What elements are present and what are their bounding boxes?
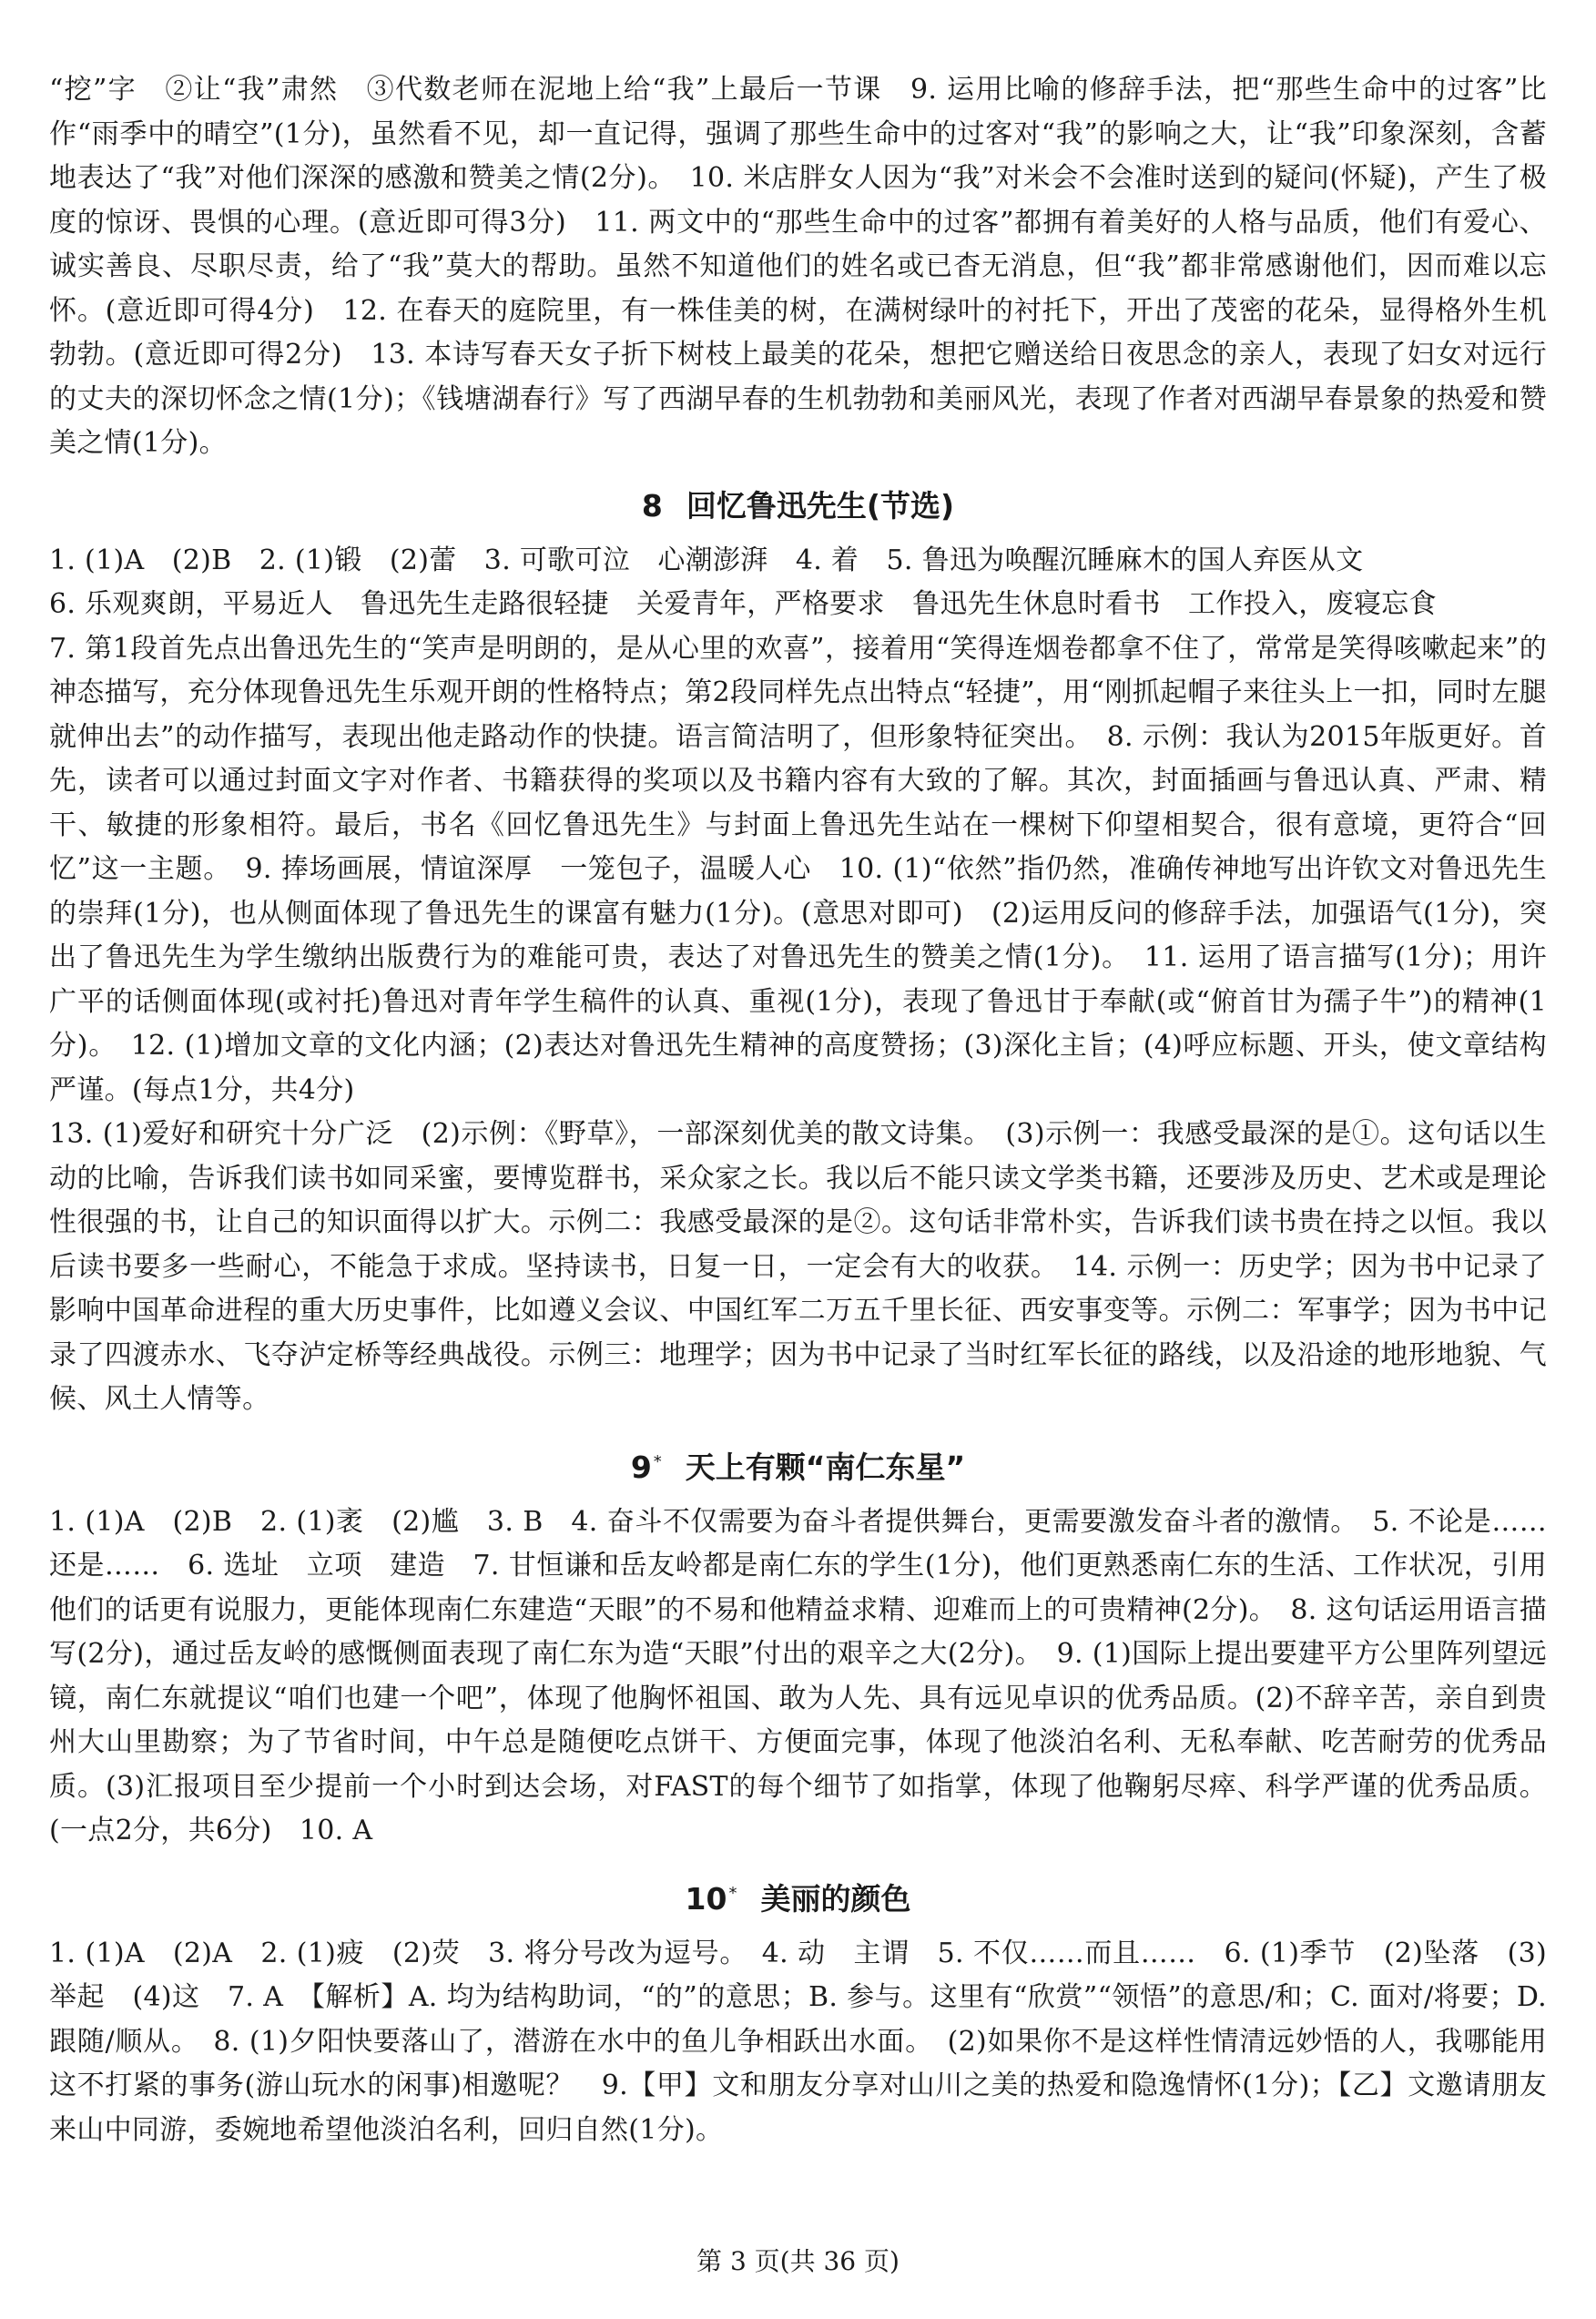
page-footer: 第 3 页(共 36 页) [696, 2246, 900, 2276]
section-heading [49, 486, 1547, 526]
answer-paragraph: “挖”字 ②让“我”肃然 ③代数老师在泥地上给“我”上最后一节课 9. 运用比喻的修辞手法，把“那些生命中的过客”比作“雨季中的晴空”(1分)，虽然看不见，却一直记得，强调了那些生命中的过客对“我”的影响之大，让“我”印象深刻，含蓄地表达了“我”对他们深深的感激和赞美之情(2分)。 10. 米店胖女人因为“我”对米会不会准时送到的疑问(怀疑)，产生了极度的惊讶、畏惧的心理。(意近即可得3分) 11. 两文中的“那些生命中的过客”都拥有着美好的人格与品质，他们有爱心、诚实善良、尽职尽责，给了“我”莫大的帮助。虽然不知道他们的姓名或已杳无消息，但“我”都非常感谢他们，因而难以忘怀。(意近即可得4分) 12. 在春天的庭院里，有一株佳美的树，在满树绿叶的衬托下，开出了茂密的花朵，显得格外生机勃勃。(意近即可得2分) 13. 本诗写春天女子折下树枝上最美的花朵，想把它赠送给日夜思念的亲人，表现了妇女对远行的丈夫的深切怀念之情(1分)；《钱塘湖春行》写了西湖早春的生机勃勃和美丽风光，表现了作者对西湖早春景象的热爱和赞美之情(1分)。 [49, 74, 1547, 459]
section-number: 10 * [685, 1880, 737, 1917]
section-number: 9 * [630, 1449, 662, 1485]
answer-paragraph: 1. (1)A (2)B 2. (1)锻 (2)蕾 3. 可歌可泣 心潮澎湃 4. 着 5. 鲁迅为唤醒沉睡麻木的国人弃医从文 [49, 544, 1364, 576]
answer-paragraph: 6. 乐观爽朗，平易近人 鲁迅先生走路很轻捷 关爱青年，严格要求 鲁迅先生休息时看书 工作投入，废寝忘食 [49, 588, 1437, 620]
section-title: 美丽的颜色 [760, 1880, 911, 1917]
answer-paragraph: 13. (1)爱好和研究十分广泛 (2)示例：《野草》，一部深刻优美的散文诗集。 (3)示例一：我感受最深的是①。这句话以生动的比喻，告诉我们读书如同采蜜，要博览群书，采众家之长。我以后不能只读文学类书籍，还要涉及历史、艺术或是理论性很强的书，让自己的知识面得以扩大。示例二：我感受最深的是②。这句话非常朴实，告诉我们读书贵在持之以恒。我以后读书要多一些耐心，不能急于求成。坚持读书，日复一日，一定会有大的收获。 14. 示例一：历史学；因为书中记录了影响中国革命进程的重大历史事件，比如遵义会议、中国红军二万五千里长征、西安事变等。示例二：军事学；因为书中记录了四渡赤水、飞夺泸定桥等经典战役。示例三：地理学；因为书中记录了当时红军长征的路线，以及沿途的地形地貌、气候、风土人情等。 [49, 1118, 1547, 1415]
answer-page [49, 68, 1547, 2152]
section-heading [49, 1442, 1547, 1488]
section-title: 回忆鲁迅先生(节选) [686, 487, 955, 524]
section-number: 8 [641, 487, 663, 524]
optional-mark: * [728, 1883, 737, 1903]
answer-paragraph: 1. (1)A (2)B 2. (1)袤 (2)尴 3. B 4. 奋斗不仅需要为奋斗者提供舞台，更需要激发奋斗者的激情。 5. 不论是……还是…… 6. 选址 立项 建造 7. 甘恒谦和岳友岭都是南仁东的学生(1分)，他们更熟悉南仁东的生活、工作状况，引用他们的话更有说服力，更能体现南仁东建造“天眼”的不易和他精益求精、迎难而上的可贵精神(2分)。 8. 这句话运用语言描写(2分)，通过岳友岭的感慨侧面表现了南仁东为造“天眼”付出的艰辛之大(2分)。 9. (1)国际上提出要建平方公里阵列望远镜，南仁东就提议“咱们也建一个吧”，体现了他胸怀祖国、敢为人先、具有远见卓识的优秀品质。(2)不辞辛苦，亲自到贵州大山里勘察；为了节省时间，中午总是随便吃点饼干、方便面完事，体现了他淡泊名利、无私奉献、吃苦耐劳的优秀品质。(3)汇报项目至少提前一个小时到达会场，对FAST的每个细节了如指掌，体现了他鞠躬尽瘁、科学严谨的优秀品质。(一点2分，共6分) 10. A [49, 1505, 1547, 1846]
section-title: 天上有颗“南仁东星” [685, 1449, 966, 1485]
answer-paragraph: 1. (1)A (2)A 2. (1)疲 (2)荧 3. 将分号改为逗号。 4. 动 主谓 5. 不仅……而且…… 6. (1)季节 (2)坠落 (3)举起 (4)这 7. A 【解析】A. 均为结构助词，“的”的意思；B. 参与。这里有“欣赏”“领悟”的意思/和；C. 面对/将要；D. 跟随/顺从。 8. (1)夕阳快要落山了，潜游在水中的鱼儿争相跃出水面。 (2)如果你不是这样性情清远妙悟的人，我哪能用这不打紧的事务(游山玩水的闲事)相邀呢？ 9.【甲】文和朋友分享对山川之美的热爱和隐逸情怀(1分)；【乙】文邀请朋友来山中同游，委婉地希望他淡泊名利，回归自然(1分)。 [49, 1937, 1547, 2146]
section-heading [49, 1874, 1547, 1919]
optional-mark: * [653, 1451, 662, 1471]
answer-paragraph: 7. 第1段首先点出鲁迅先生的“笑声是明朗的，是从心里的欢喜”，接着用“笑得连烟卷都拿不住了，常常是笑得咳嗽起来”的神态描写，充分体现鲁迅先生乐观开朗的性格特点；第2段同样先点出特点“轻捷”，用“刚抓起帽子来往头上一扣，同时左腿就伸出去”的动作描写，表现出他走路动作的快捷。语言简洁明了，但形象特征突出。 8. 示例：我认为2015年版更好。首先，读者可以通过封面文字对作者、书籍获得的奖项以及书籍内容有大致的了解。其次，封面插画与鲁迅认真、严肃、精干、敏捷的形象相符。最后，书名《回忆鲁迅先生》与封面上鲁迅先生站在一棵树下仰望相契合，很有意境，更符合“回忆”这一主题。 9. 捧场画展，情谊深厚 一笼包子，温暖人心 10. (1)“依然”指仍然，准确传神地写出许钦文对鲁迅先生的崇拜(1分)，也从侧面体现了鲁迅先生的课富有魅力(1分)。(意思对即可) (2)运用反问的修辞手法，加强语气(1分)，突出了鲁迅先生为学生缴纳出版费行为的难能可贵，表达了对鲁迅先生的赞美之情(1分)。 11. 运用了语言描写(1分)；用许广平的话侧面体现(或衬托)鲁迅对青年学生稿件的认真、重视(1分)，表现了鲁迅甘于奉献(或“俯首甘为孺子牛”)的精神(1分)。 12. (1)增加文章的文化内涵；(2)表达对鲁迅先生精神的高度赞扬；(3)深化主旨；(4)呼应标题、开头，使文章结构严谨。(每点1分，共4分) [49, 632, 1547, 1106]
